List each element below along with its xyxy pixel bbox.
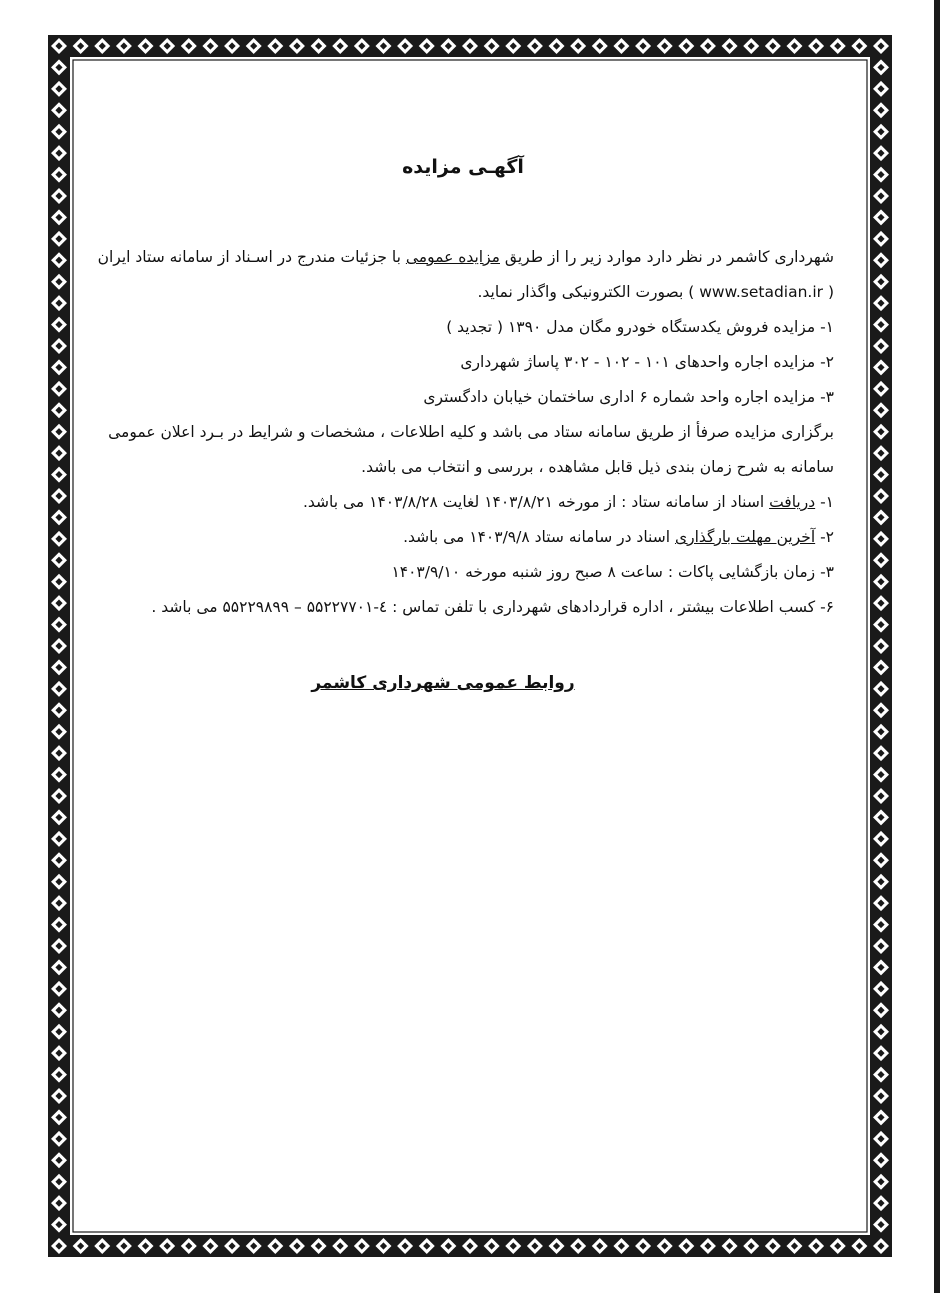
schedule-item-2-prefix: ۲-: [815, 528, 834, 546]
auction-item-1: ۱- مزایده فروش یکدستگاه خودرو مگان مدل ۱۳۹۰ ( تجدید ): [446, 318, 834, 336]
schedule-item-2-underlined: آخرین مهلت بارگذاری: [674, 528, 816, 546]
auction-item-3: ۳- مزایده اجاره واحد شماره ۶ اداری ساختمان خیابان دادگستری: [423, 388, 834, 406]
schedule-item-1-prefix: ۱-: [815, 493, 834, 511]
schedule-item-1-underlined: دریافت: [769, 493, 816, 511]
process-paragraph: برگزاری مزایده صرفأ از طریق سامانه ستاد می باشد و کلیه اطلاعات ، مشخصات و شرایط در بـرد اعلان عمومی سامانه به شرح زمان بندی ذیل قابل مشاهده ، بررسی و انتخاب می باشد.: [108, 423, 834, 476]
schedule-item-3: ۳- زمان بازگشایی پاکات : ساعت ۸ صبح روز شنبه مورخه ۱۴۰۳/۹/۱۰: [391, 563, 834, 581]
notice-body: [92, 150, 834, 693]
schedule-item-2-rest: اسناد در سامانه ستاد ۱۴۰۳/۹/۸ می باشد.: [403, 528, 675, 546]
intro-text-before: شهرداری کاشمر در نظر دارد موارد زیر را از طریق: [499, 248, 834, 266]
schedule-item-1-rest: اسناد از سامانه ستاد : از مورخه ۱۴۰۳/۸/۲۱ لغایت ۱۴۰۳/۸/۲۸ می باشد.: [302, 493, 770, 511]
intro-paragraph: [92, 240, 834, 310]
schedule-item-2: [92, 520, 834, 555]
auction-item-2: ۲- مزایده اجاره واحدهای ۱۰۱ - ۱۰۲ - ۳۰۲ پاساژ شهرداری: [460, 353, 834, 371]
footer-signature: روابط عمومی شهرداری کاشمر: [311, 673, 575, 693]
schedule-item-1: [92, 485, 834, 520]
intro-text-after: با جزئیات مندرج در اسـناد از سامانه ستاد ایران ( www.setadian.ir ) بصورت الکترونیکی واگذار نماید.: [97, 248, 834, 301]
intro-text-underlined: مزایده عمومی: [405, 248, 500, 266]
contact-paragraph: ۶- کسب اطلاعات بیشتر ، اداره قراردادهای شهرداری با تلفن تماس : ٤-۵۵۲۲۷۷۰۱ – ۵۵۲۲۹۸۹۹ می باشد .: [151, 598, 834, 616]
page-edge-shadow: [934, 0, 940, 1293]
notice-title: آگهـی مزایده: [402, 156, 524, 178]
